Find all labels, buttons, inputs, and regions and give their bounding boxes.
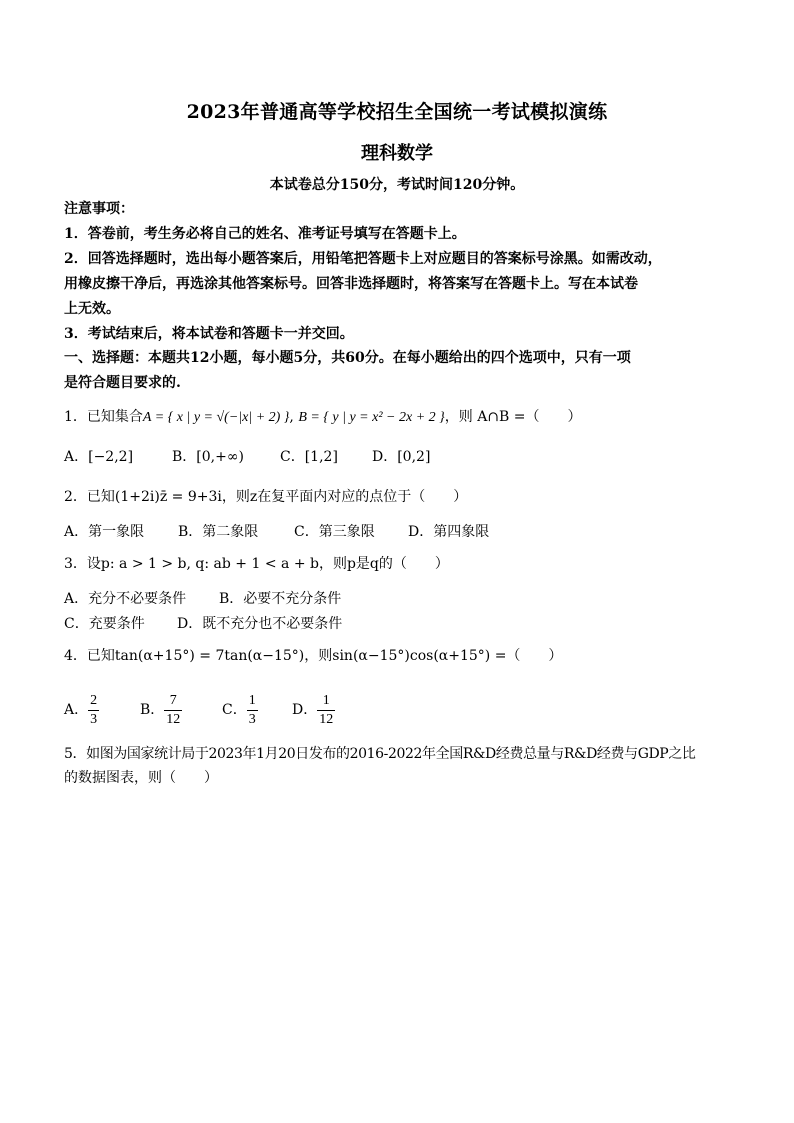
q4-option-d-label: D． (292, 702, 318, 718)
q4-option-c-num: 1 (247, 692, 258, 711)
q3-option-b: B．必要不充分条件 (219, 591, 342, 607)
q3-option-c: C．充要条件 (64, 616, 145, 632)
notice-item-3: 3．考试结束后，将本试卷和答题卡一并交回。 (64, 326, 354, 342)
q1-ask: ，则 A∩B =（ ） (444, 409, 582, 425)
q4-option-c (222, 690, 292, 730)
q1-options (64, 445, 734, 469)
notice-heading: 注意事项： (64, 201, 134, 217)
q1-set-a: A = { x | y = √(−|x| + 2) } (142, 410, 290, 425)
q4-option-d-num: 1 (317, 692, 335, 711)
q4-option-d-den: 12 (319, 711, 334, 727)
question-5: 5．如图为国家统计局于2023年1月20日发布的2016-2022年全国R&D经费总量与R&D经费与GDP之比 (64, 746, 696, 762)
q2-option-c: C．第三象限 (294, 524, 375, 540)
notice-item-2-end: 上无效。 (64, 301, 120, 317)
q2-options (64, 520, 734, 544)
exam-subject: 理科数学 (361, 143, 433, 164)
exam-meta: 本试卷总分150分，考试时间120分钟。 (269, 177, 525, 193)
q4-option-c-den: 3 (248, 711, 256, 727)
q4-options (64, 690, 734, 730)
q4-option-c-label: C． (222, 702, 247, 718)
q3-options-row1 (64, 587, 734, 611)
q3-options-row2 (64, 612, 734, 636)
q4-option-a (64, 690, 140, 730)
q4-option-b-label: B． (140, 702, 165, 718)
q4-option-b-num: 7 (164, 692, 182, 711)
q1-option-b: B．[0,+∞) (172, 449, 244, 465)
question-3: 3．设p: a > 1 > b, q: ab + 1 < a + b，则p是q的（ ） (64, 556, 449, 572)
notice-item-2-cont: 用橡皮擦干净后，再选涂其他答案标号。回答非选择题时，将答案写在答题卡上。写在本试卷 (64, 276, 638, 292)
question-5-cont: 的数据图表，则（ ） (64, 770, 218, 786)
q2-option-a: A．第一象限 (64, 524, 145, 540)
q1-option-a: A．[−2,2] (64, 449, 134, 465)
q1-set-b: B = { y | y = x² − 2x + 2 } (298, 410, 445, 425)
q4-option-c-fraction (247, 692, 258, 729)
q4-option-b-fraction (164, 692, 182, 729)
q1-prefix: 1．已知集合 (64, 409, 143, 425)
q4-option-b-den: 12 (166, 711, 181, 727)
exam-title: 2023年普通高等学校招生全国统一考试模拟演练 (186, 101, 608, 123)
q4-option-a-den: 3 (90, 711, 98, 727)
q1-option-d: D．[0,2] (372, 449, 431, 465)
q4-option-d-fraction (317, 692, 335, 729)
question-1: 1．已知集合A = { x | y = √(−|x| + 2) }, B = { y | y = x² − 2x + 2 }，则 A∩B =（ ） (64, 409, 582, 425)
notice-item-1: 1．答卷前，考生务必将自己的姓名、准考证号填写在答题卡上。 (64, 226, 466, 242)
q3-option-a: A．充分不必要条件 (64, 591, 187, 607)
q1-option-c: C．[1,2] (280, 449, 338, 465)
q2-option-b: B．第二象限 (178, 524, 259, 540)
question-2: 2．已知(1+2i)z̄ = 9+3i，则z在复平面内对应的点位于（ ） (64, 489, 468, 505)
q4-option-b (140, 690, 222, 730)
q4-option-a-num: 2 (88, 692, 99, 711)
q4-option-a-fraction (88, 692, 99, 729)
notice-item-2: 2．回答选择题时，选出每小题答案后，用铅笔把答题卡上对应题目的答案标号涂黑。如需改动， (64, 251, 662, 267)
q3-option-d: D．既不充分也不必要条件 (177, 616, 343, 632)
q4-option-d (292, 690, 372, 730)
question-4: 4．已知tan(α+15°) = 7tan(α−15°)，则sin(α−15°)cos(α+15°) =（ ） (64, 648, 563, 664)
section-heading-cont: 是符合题目要求的. (64, 375, 181, 391)
q2-option-d: D．第四象限 (408, 524, 490, 540)
q4-option-a-label: A． (64, 702, 89, 718)
section-heading: 一、选择题：本题共12小题，每小题5分，共60分。在每小题给出的四个选项中，只有一项 (64, 350, 631, 366)
